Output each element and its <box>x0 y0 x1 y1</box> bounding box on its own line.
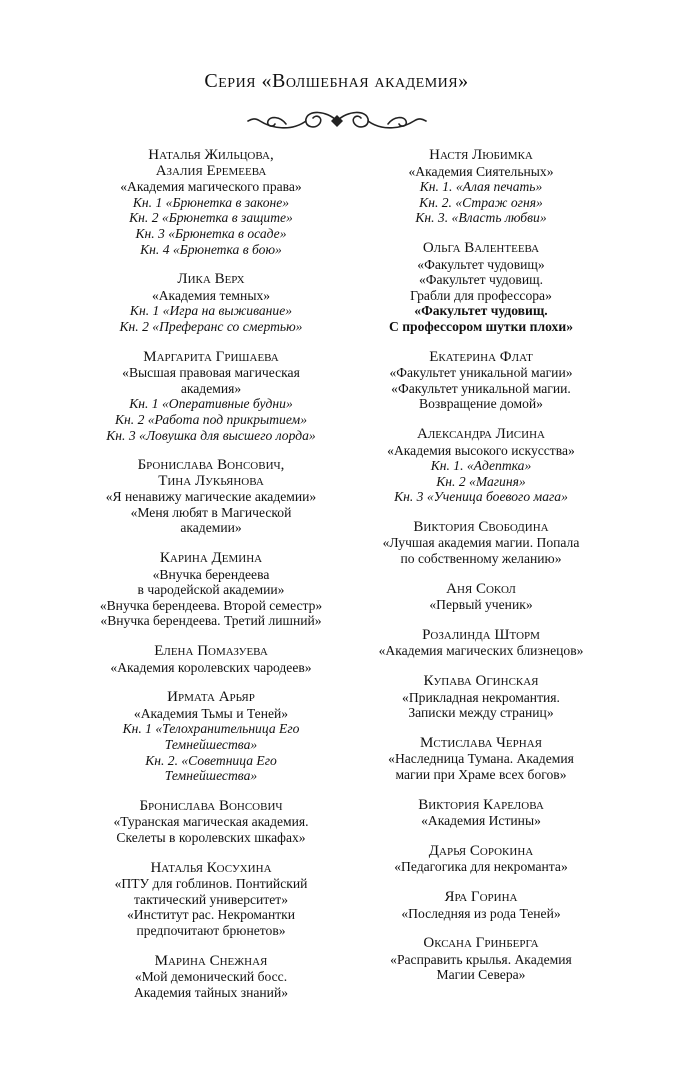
book-title-line: Кн. 1. «Алая печать» <box>419 179 543 195</box>
author-name: Бронислава Вонсович, <box>137 457 285 474</box>
book-title-line: Записки между страниц» <box>408 705 554 721</box>
author-name: Бронислава Вонсович <box>139 797 283 814</box>
book-title-line: Возвращение домой» <box>419 396 543 412</box>
book-title-line: «Факультет чудовищ» <box>417 256 545 272</box>
book-entry <box>78 644 344 675</box>
author-name: Елена Помазуева <box>154 643 268 660</box>
author-name: Аня Сокол <box>446 580 516 597</box>
book-title-line: Кн. 2 «Магиня» <box>436 473 526 489</box>
book-title-line: Кн. 1 «Оперативные будни» <box>129 396 293 412</box>
book-title-line: «Расправить крылья. Академия <box>390 951 572 967</box>
book-title-line: Кн. 2. «Страж огня» <box>419 194 543 210</box>
book-title-line: «Меня любят в Магической <box>130 504 292 520</box>
book-title-line: Кн. 1 «Телохранительница Его <box>122 721 300 737</box>
author-name: Виктория Карелова <box>418 796 544 813</box>
book-entry <box>346 520 616 567</box>
author-name: Мстислава Черная <box>420 734 542 751</box>
author-name: Дарья Сорокина <box>428 842 534 859</box>
author-name: Яра Горина <box>444 888 518 905</box>
book-title-line: Магии Севера» <box>436 967 526 983</box>
book-title-line: тактический университет» <box>133 891 289 907</box>
book-entry <box>346 736 616 783</box>
book-entry <box>346 427 616 505</box>
book-title-line: «Академия королевских чародеев» <box>110 659 312 675</box>
book-title-line: Кн. 3 «Ловушка для высшего лорда» <box>106 427 316 443</box>
author-name: Оксана Гринберга <box>423 935 539 952</box>
book-entry <box>346 844 616 875</box>
book-entry <box>346 890 616 921</box>
author-name: Марина Снежная <box>154 952 268 969</box>
book-title-line: «Факультет чудовищ. <box>414 303 548 319</box>
book-title-line: С профессором шутки плохи» <box>389 318 573 334</box>
book-title-line: Кн. 2. «Советница Его <box>145 752 277 768</box>
book-entry <box>346 582 616 613</box>
book-entry <box>78 799 344 846</box>
author-name: Маргарита Гришаева <box>143 348 279 365</box>
book-title-line: Скелеты в королевских шкафах» <box>116 829 306 845</box>
book-title-line: «Академия Истины» <box>421 813 541 829</box>
book-title-line: «Внучка берендеева <box>152 566 270 582</box>
book-title-line: Кн. 2 «Работа под прикрытием» <box>115 411 307 427</box>
book-title-line: «Академия магических близнецов» <box>378 643 584 659</box>
book-entry <box>346 350 616 412</box>
book-entry <box>346 241 616 335</box>
book-title-line: Академия тайных знаний» <box>133 984 289 1000</box>
book-title-line: Кн. 3 «Ученица боевого мага» <box>394 489 568 505</box>
book-title-line: Кн. 2 «Брюнетка в защите» <box>129 210 293 226</box>
book-title-line: магии при Храме всех богов» <box>395 767 567 782</box>
book-title-line: «Академия высокого искусства» <box>387 442 575 458</box>
series-title: Серия «Волшебная академия» <box>204 70 469 92</box>
book-title-line: Кн. 3. «Власть любви» <box>415 210 547 226</box>
book-title-line: Кн. 1. «Адептка» <box>430 458 532 474</box>
book-title-line: Кн. 2 «Преферанс со смертью» <box>119 318 303 334</box>
book-title-line: «ПТУ для гоблинов. Понтийский <box>114 876 308 892</box>
book-title-line: академии» <box>180 520 242 536</box>
author-name: Ольга Валентеева <box>422 239 540 256</box>
author-name: Тина Лукьянова <box>158 472 264 489</box>
book-title-line: в чародейской академии» <box>137 582 285 598</box>
book-title-line: «Первый ученик» <box>429 597 533 613</box>
book-entry <box>346 798 616 829</box>
author-name: Александра Лисина <box>417 425 545 442</box>
book-title-line: академия» <box>180 380 242 396</box>
book-entry <box>78 954 344 1001</box>
left-column <box>78 148 344 1015</box>
book-entry <box>346 936 616 983</box>
book-title-line: «Я ненавижу магические академии» <box>105 489 317 505</box>
book-title-line: Кн. 3 «Брюнетка в осаде» <box>135 225 287 241</box>
book-title-line: «Академия темных» <box>151 287 271 303</box>
book-title-line: Кн. 4 «Брюнетка в бою» <box>140 241 282 257</box>
author-name: Виктория Свободина <box>413 518 549 535</box>
book-title-line: Темнейшества» <box>164 768 258 784</box>
book-entry <box>78 861 344 939</box>
author-name: Наталья Жильцова, <box>148 147 274 163</box>
book-title-line: «Академия магического права» <box>120 179 302 195</box>
author-name: Екатерина Флат <box>429 348 533 365</box>
book-title-line: Кн. 1 «Брюнетка в законе» <box>132 194 290 210</box>
book-title-line: по собственному желанию» <box>400 551 562 567</box>
book-entry <box>78 148 344 257</box>
book-title-line: «Последняя из рода Теней» <box>401 905 561 921</box>
book-title-line: Темнейшества» <box>164 737 258 752</box>
book-entry <box>346 148 616 226</box>
book-entry <box>78 690 344 784</box>
book-title-line: «Туранская магическая академия. <box>113 814 309 830</box>
book-title-line: «Академия Сиятельных» <box>408 163 554 179</box>
author-name: Наталья Косухина <box>150 859 272 876</box>
book-title-line: «Факультет уникальной магии. <box>391 380 571 396</box>
right-column <box>346 148 616 998</box>
book-entry <box>78 272 344 334</box>
book-entry <box>346 628 616 659</box>
book-title-line: предпочитают брюнетов» <box>136 922 286 938</box>
book-entry <box>78 551 344 629</box>
book-title-line: «Педагогика для некроманта» <box>394 859 568 875</box>
book-title-line: «Высшая правовая магическая <box>122 365 300 381</box>
author-name: Ирмата Арьяр <box>167 689 255 706</box>
book-title-line: «Прикладная некромантия. <box>402 689 560 705</box>
book-title-line: Грабли для профессора» <box>410 287 552 303</box>
scroll-ornament-icon <box>246 104 428 138</box>
author-name: Лика Верх <box>177 271 245 288</box>
book-title-line: «Факультет уникальной магии» <box>389 365 573 381</box>
author-name: Азалия Еремеева <box>155 162 267 179</box>
book-title-line: «Внучка берендеева. Третий лишний» <box>100 613 322 629</box>
book-entry <box>78 350 344 444</box>
book-title-line: «Мой демонический босс. <box>134 969 288 985</box>
book-title-line: «Лучшая академия магии. Попала <box>382 535 580 551</box>
book-entry <box>346 674 616 721</box>
book-entry <box>78 458 344 536</box>
book-title-line: «Наследница Тумана. Академия <box>388 751 574 767</box>
author-name: Настя Любимка <box>429 147 533 163</box>
author-name: Купава Огинская <box>423 673 539 690</box>
book-title-line: «Институт рас. Некромантки <box>126 907 296 923</box>
book-title-line: «Академия Тьмы и Теней» <box>133 705 289 721</box>
book-title-line: Кн. 1 «Игра на выживание» <box>129 303 293 319</box>
book-title-line: «Факультет чудовищ. <box>418 272 543 288</box>
author-name: Карина Демина <box>159 550 263 567</box>
author-name: Розалинда Шторм <box>422 626 540 643</box>
book-title-line: «Внучка берендеева. Второй семестр» <box>99 597 323 613</box>
